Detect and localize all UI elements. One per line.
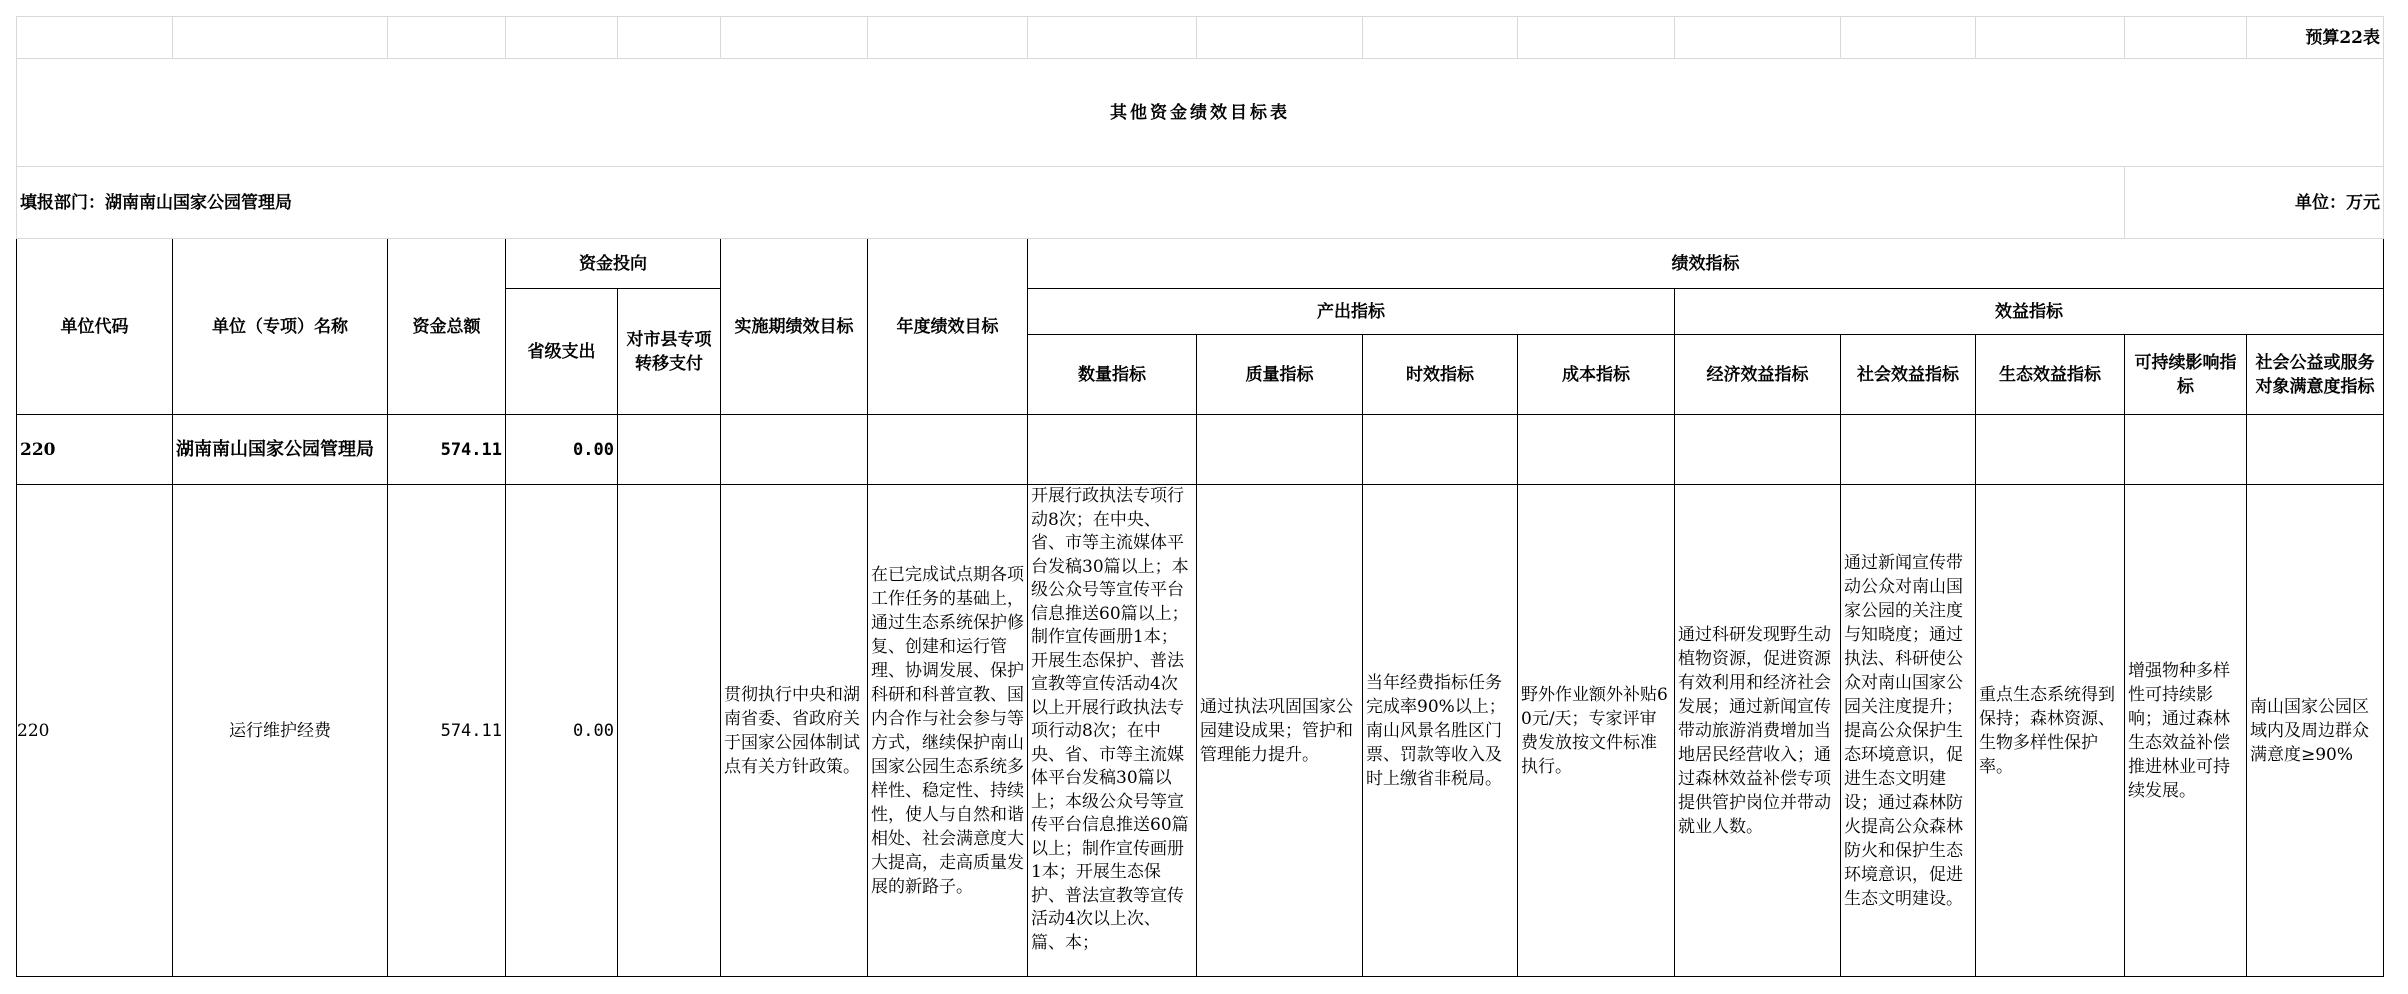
header-transfer[interactable]: 对市县专项转移支付: [618, 289, 721, 415]
cell-name[interactable]: 运行维护经费: [173, 485, 388, 977]
cell[interactable]: [1976, 17, 2125, 59]
cell[interactable]: [1841, 17, 1976, 59]
cell-cost[interactable]: [1518, 415, 1675, 485]
cell-total[interactable]: 574.11: [388, 415, 506, 485]
cell[interactable]: [1197, 17, 1363, 59]
cell-transfer[interactable]: [618, 415, 721, 485]
cell-timeliness[interactable]: [1363, 415, 1518, 485]
header-provincial[interactable]: 省级支出: [506, 289, 618, 415]
cell-provincial[interactable]: 0.00: [506, 485, 618, 977]
title-row: [17, 59, 2384, 167]
cell-code[interactable]: 220: [17, 485, 173, 977]
cell[interactable]: [1675, 17, 1841, 59]
header-benefit-indicators[interactable]: 效益指标: [1675, 289, 2384, 335]
header-annual-goal[interactable]: 年度绩效目标: [868, 239, 1028, 415]
cell-economic[interactable]: [1675, 415, 1841, 485]
cell-quantity[interactable]: 开展行政执法专项行动8次；在中央、省、市等主流媒体平台发稿30篇以上；本级公众号等宣传平台信息推送60篇以上；制作宣传画册1本；开展生态保护、普法宣教等宣传活动4次以上开展行政执法专项行动8次；在中央、省、市等主流媒体平台发稿30篇以上；本级公众号等宣传平台信息推送60篇以上；制作宣传画册1本；开展生态保护、普法宣教等宣传活动4次以上次、篇、本；: [1028, 485, 1197, 977]
cell[interactable]: [618, 17, 721, 59]
cell-quality[interactable]: 通过执法巩固国家公园建设成果；管护和管理能力提升。: [1197, 485, 1363, 977]
cell-social[interactable]: [1841, 415, 1976, 485]
header-impl-goal[interactable]: 实施期绩效目标: [721, 239, 868, 415]
table-tag[interactable]: 预算22表: [2247, 17, 2384, 59]
cell-transfer[interactable]: [618, 485, 721, 977]
header-unit-name[interactable]: 单位（专项）名称: [173, 239, 388, 415]
dept-row: [17, 167, 2384, 239]
cell-ecological[interactable]: 重点生态系统得到保持；森林资源、生物多样性保护率。: [1976, 485, 2125, 977]
header-perf-indicators[interactable]: 绩效指标: [1028, 239, 2384, 289]
cell-impl-goal[interactable]: 贯彻执行中央和湖南省委、省政府关于国家公园体制试点有关方针政策。: [721, 485, 868, 977]
header-ecological[interactable]: 生态效益指标: [1976, 335, 2125, 415]
unit-label[interactable]: 单位：万元: [2125, 167, 2384, 239]
header-total-funds[interactable]: 资金总额: [388, 239, 506, 415]
cell[interactable]: [868, 17, 1028, 59]
header-timeliness[interactable]: 时效指标: [1363, 335, 1518, 415]
cell[interactable]: [1363, 17, 1518, 59]
cell-provincial[interactable]: 0.00: [506, 415, 618, 485]
header-social[interactable]: 社会效益指标: [1841, 335, 1976, 415]
performance-goal-table: [16, 16, 2384, 977]
header-row-1: [17, 239, 2384, 289]
cell-social[interactable]: 通过新闻宣传带动公众对南山国家公园的关注度与知晓度；通过执法、科研使公众对南山国家公园关注度提升；提高公众保护生态环境意识，促进生态文明建设；通过森林防火提高公众森林防火和保护生态环境意识，促进生态文明建设。: [1841, 485, 1976, 977]
cell-ecological[interactable]: [1976, 415, 2125, 485]
header-quantity[interactable]: 数量指标: [1028, 335, 1197, 415]
cell[interactable]: [388, 17, 506, 59]
cell-cost[interactable]: 野外作业额外补贴60元/天；专家评审费发放按文件标准执行。: [1518, 485, 1675, 977]
cell-name[interactable]: 湖南南山国家公园管理局: [173, 415, 388, 485]
cell-code[interactable]: 220: [17, 415, 173, 485]
header-quality[interactable]: 质量指标: [1197, 335, 1363, 415]
table-row: [17, 415, 2384, 485]
cell[interactable]: [506, 17, 618, 59]
header-satisfaction[interactable]: 社会公益或服务对象满意度指标: [2247, 335, 2384, 415]
cell-sustainable[interactable]: [2125, 415, 2247, 485]
cell-impl-goal[interactable]: [721, 415, 868, 485]
cell-annual-goal[interactable]: [868, 415, 1028, 485]
cell[interactable]: [1518, 17, 1675, 59]
cell[interactable]: [2125, 17, 2247, 59]
cell-total[interactable]: 574.11: [388, 485, 506, 977]
header-sustainable[interactable]: 可持续影响指标: [2125, 335, 2247, 415]
cell[interactable]: [1028, 17, 1197, 59]
cell-quantity[interactable]: [1028, 415, 1197, 485]
header-cost[interactable]: 成本指标: [1518, 335, 1675, 415]
cell-satisfaction[interactable]: 南山国家公园区域内及周边群众满意度≥90%: [2247, 485, 2384, 977]
cell-satisfaction[interactable]: [2247, 415, 2384, 485]
department-label[interactable]: 填报部门：湖南南山国家公园管理局: [17, 167, 2125, 239]
table-row: [17, 485, 2384, 977]
header-unit-code[interactable]: 单位代码: [17, 239, 173, 415]
header-fund-direction[interactable]: 资金投向: [506, 239, 721, 289]
cell-sustainable[interactable]: 增强物种多样性可持续影响；通过森林生态效益补偿推进林业可持续发展。: [2125, 485, 2247, 977]
cell-quality[interactable]: [1197, 415, 1363, 485]
cell[interactable]: [173, 17, 388, 59]
header-output-indicators[interactable]: 产出指标: [1028, 289, 1675, 335]
cell-timeliness[interactable]: 当年经费指标任务完成率90%以上；南山风景名胜区门票、罚款等收入及时上缴省非税局。: [1363, 485, 1518, 977]
cell-economic[interactable]: 通过科研发现野生动植物资源，促进资源有效利用和经济社会发展；通过新闻宣传带动旅游消费增加当地居民经营收入；通过森林效益补偿专项提供管护岗位并带动就业人数。: [1675, 485, 1841, 977]
cell-annual-goal[interactable]: 在已完成试点期各项工作任务的基础上，通过生态系统保护修复、创建和运行管理、协调发展、保护科研和科普宣教、国内合作与社会参与等方式，继续保护南山国家公园生态系统多样性、稳定性、持续性，使人与自然和谐相处、社会满意度大大提高，走高质量发展的新路子。: [868, 485, 1028, 977]
sheet-title[interactable]: 其他资金绩效目标表: [17, 59, 2384, 167]
tag-row: [17, 17, 2384, 59]
header-economic[interactable]: 经济效益指标: [1675, 335, 1841, 415]
cell[interactable]: [17, 17, 173, 59]
cell[interactable]: [721, 17, 868, 59]
